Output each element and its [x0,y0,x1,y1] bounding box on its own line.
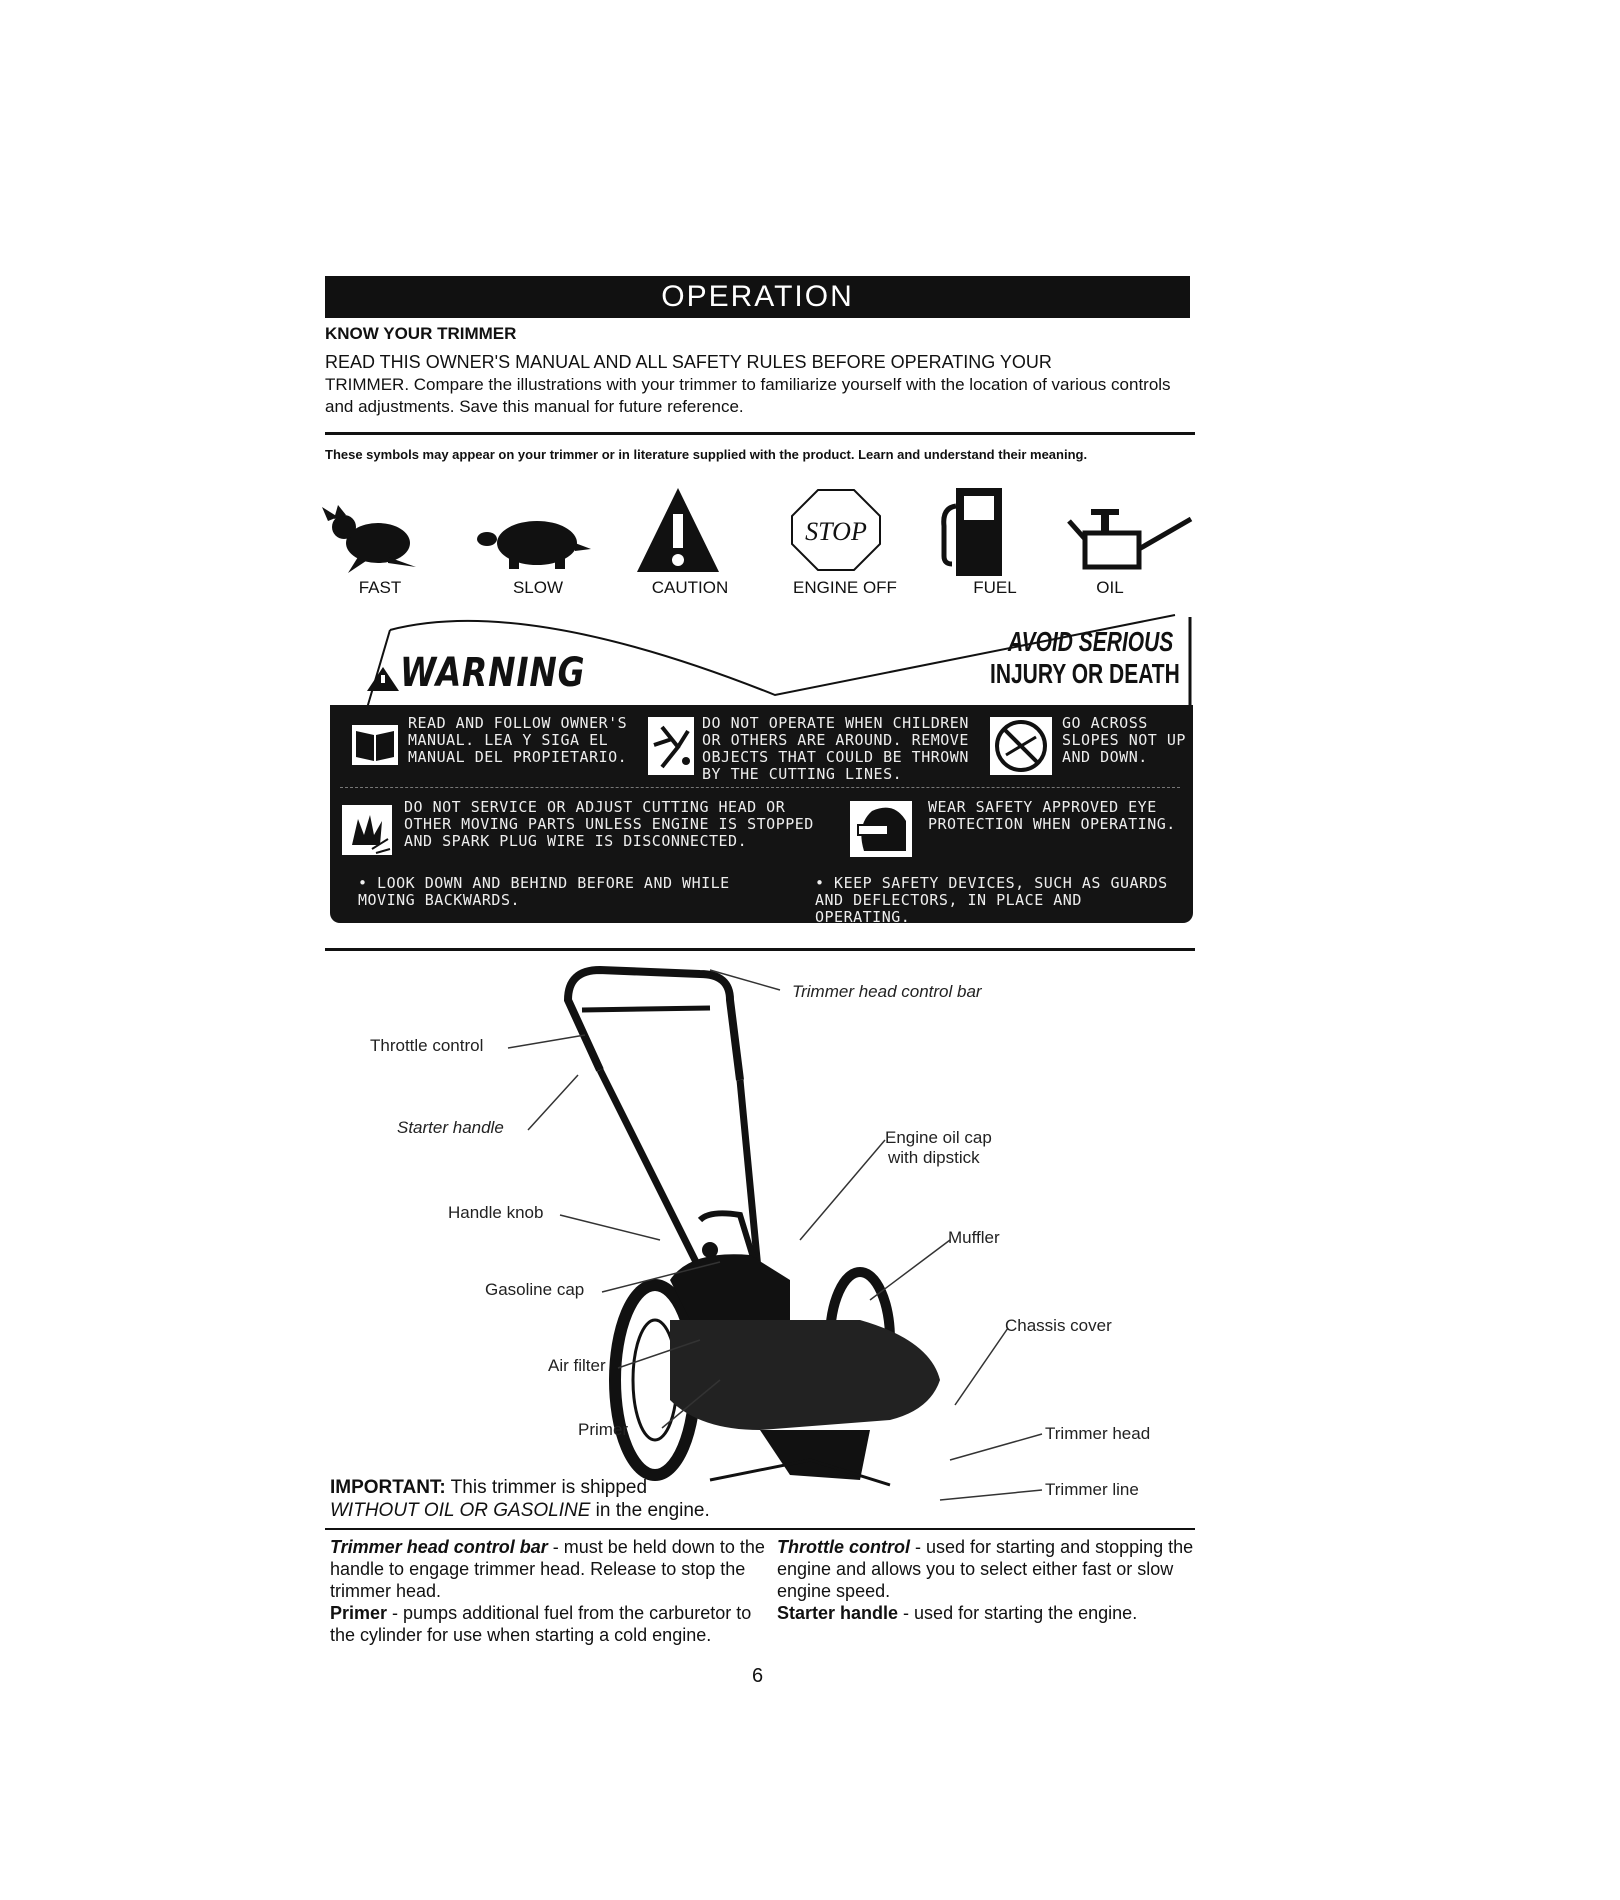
label-air-filter: Air filter [548,1356,606,1375]
symbol-label-engine-off: ENGINE OFF [793,578,897,597]
symbol-label-fuel: FUEL [973,578,1017,597]
symbol-label-oil: OIL [1096,578,1124,597]
desc-control-bar: Trimmer head control bar - must be held down to the handle to engage trimmer head. Release to stop the trimmer head. [330,1537,765,1601]
label-chassis: Chassis cover [1005,1316,1112,1335]
warning-item-eye: WEAR SAFETY APPROVED EYE PROTECTION WHEN OPERATING. [928,798,1176,833]
important-text3: in the engine. [590,1500,710,1521]
label-starter: Starter handle [397,1118,504,1137]
important-emph: WITHOUT OIL OR GASOLINE [330,1500,591,1521]
avoid-serious: AVOID SERIOUS [1008,626,1174,657]
intro-caps: READ THIS OWNER'S MANUAL AND ALL SAFETY RULES BEFORE OPERATING YOUR [325,352,1052,372]
desc-right-column [777,1536,1197,1624]
symbol-label-slow: SLOW [512,578,564,597]
page-number: 6 [752,1665,764,1687]
label-throttle: Throttle control [370,1036,484,1055]
warning-title: WARNING [400,650,586,696]
label-muffler: Muffler [948,1228,1000,1247]
important-lead: IMPORTANT: [330,1477,446,1498]
important-note [330,1476,790,1522]
warning-item-safety-devices: • KEEP SAFETY DEVICES, SUCH AS GUARDS AND DEFLECTORS, IN PLACE AND OPERATING. [815,874,1168,926]
svg-text:STOP: STOP [805,517,867,546]
section-heading: KNOW YOUR TRIMMER [325,324,517,343]
injury-or-death: INJURY OR DEATH [990,658,1180,689]
desc-left-column [330,1536,770,1646]
important-text1: This trimmer is shipped [445,1477,648,1498]
warning-item-children: DO NOT OPERATE WHEN CHILDREN OR OTHERS ARE AROUND. REMOVE OBJECTS THAT COULD BE THROWN BY THE CUTTING LINES. [702,714,969,783]
desc-primer: Primer - pumps additional fuel from the carburetor to the cylinder for use when starting a cold engine. [330,1603,752,1645]
warning-item-manual: READ AND FOLLOW OWNER'S MANUAL. LEA Y SIGA EL MANUAL DEL PROPIETARIO. [408,714,628,766]
warning-item-backwards: • LOOK DOWN AND BEHIND BEFORE AND WHILE MOVING BACKWARDS. [358,874,730,909]
symbol-label-fast: FAST [358,578,402,597]
desc-throttle: Throttle control - used for starting and stopping the engine and allows you to select either fast or slow engine speed. [777,1537,1194,1601]
divider [325,1528,1195,1530]
label-dipstick: with dipstick [888,1148,980,1167]
warning-item-slopes: GO ACROSS SLOPES NOT UP AND DOWN. [1062,714,1186,766]
symbols-note: These symbols may appear on your trimmer or in literature supplied with the product. Learn and understand their meaning. [325,447,1088,462]
label-gas-cap: Gasoline cap [485,1280,585,1299]
label-trimmer-line: Trimmer line [1045,1480,1139,1499]
desc-starter: Starter handle - used for starting the engine. [777,1603,1138,1623]
symbol-label-caution: CAUTION [651,578,729,597]
intro-body: TRIMMER. Compare the illustrations with your trimmer to familiarize yourself with the location of various controls and adjustments. Save this manual for future reference. [325,375,1171,416]
label-handle-knob: Handle knob [448,1203,544,1222]
label-control-bar: Trimmer head control bar [792,982,982,1001]
label-oil-cap: Engine oil cap [885,1128,992,1147]
label-primer: Primer [578,1420,629,1439]
label-trimmer-head: Trimmer head [1045,1424,1151,1443]
section-header: OPERATION [325,276,1190,318]
warning-item-service: DO NOT SERVICE OR ADJUST CUTTING HEAD OR OTHER MOVING PARTS UNLESS ENGINE IS STOPPED AND SPARK PLUG WIRE IS DISCONNECTED. [404,798,814,850]
